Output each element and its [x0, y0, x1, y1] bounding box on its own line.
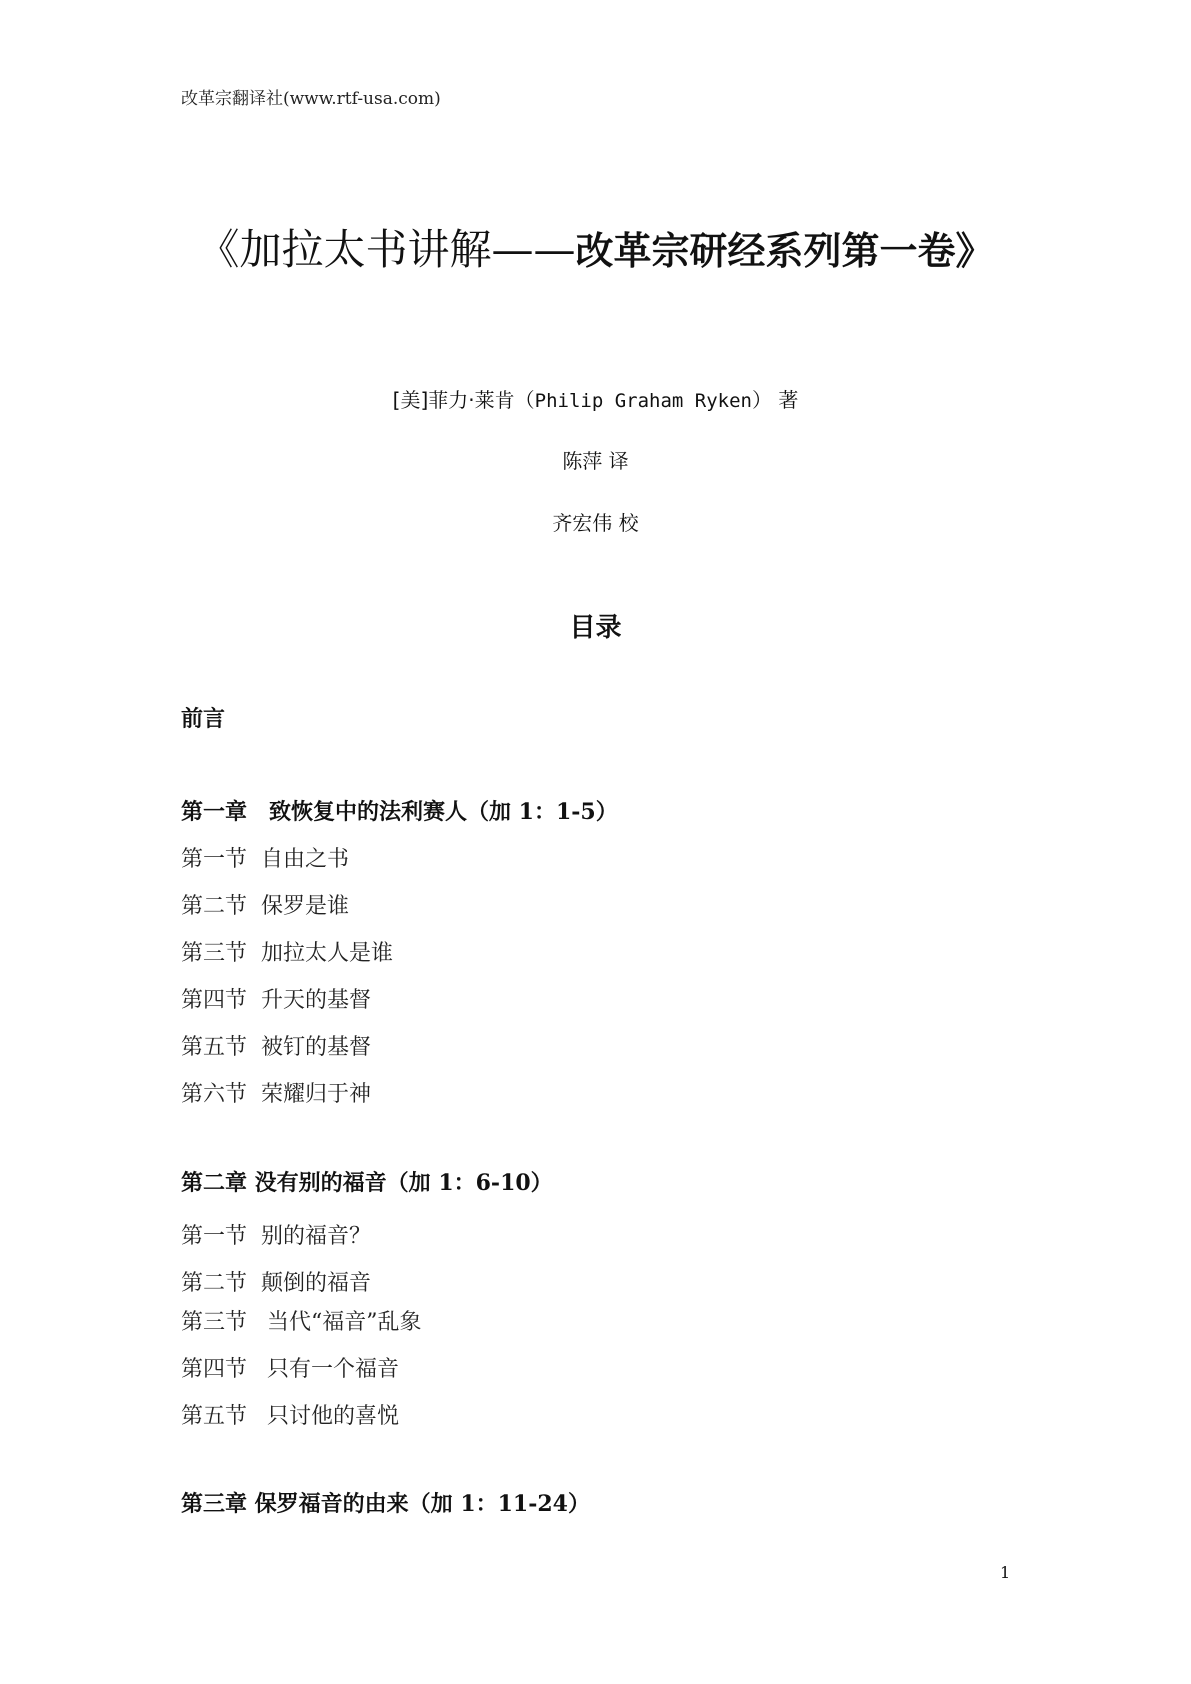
toc-section	[181, 889, 349, 920]
toc-chapter-1: 第一章 致恢复中的法利赛人（加 1：1-5）	[181, 799, 618, 825]
book-title	[0, 222, 1191, 279]
section-number: 第一节	[181, 1224, 248, 1249]
section-number: 第二节	[181, 1271, 248, 1296]
section-title: 保罗是谁	[261, 894, 350, 919]
toc-section	[181, 983, 371, 1014]
section-number: 第三节	[181, 1310, 248, 1335]
section-title: 荣耀归于神	[261, 1082, 372, 1107]
section-number: 第一节	[181, 847, 248, 872]
section-title: 只讨他的喜悦	[267, 1404, 400, 1429]
section-title: 升天的基督	[261, 988, 372, 1013]
section-number: 第四节	[181, 988, 248, 1013]
toc-section	[181, 1219, 371, 1250]
section-title: 颠倒的福音	[261, 1271, 372, 1296]
section-number: 第二节	[181, 894, 248, 919]
section-title: 别的福音？	[261, 1224, 372, 1249]
toc-section	[181, 1030, 371, 1061]
toc-section	[181, 936, 393, 967]
section-number: 第三节	[181, 941, 248, 966]
section-title: 被钉的基督	[261, 1035, 372, 1060]
section-title: 加拉太人是谁	[261, 941, 394, 966]
book-title-series: 改革宗研经系列第一卷》	[575, 229, 994, 273]
toc-section	[181, 1077, 371, 1108]
toc-chapter-2: 第二章 没有别的福音（加 1：6-10）	[181, 1170, 553, 1196]
author-prefix: [美]菲力·莱肯（	[392, 388, 535, 412]
toc-preface: 前言	[181, 707, 226, 732]
toc-section	[181, 842, 349, 873]
toc-section	[181, 1399, 399, 1430]
page-number: 1	[1000, 1563, 1011, 1582]
page-header: 改革宗翻译社(www.rtf-usa.com)	[181, 89, 441, 109]
section-number: 第六节	[181, 1082, 248, 1107]
section-number: 第四节	[181, 1357, 248, 1382]
toc-section	[181, 1352, 399, 1383]
section-title: 当代“福音”乱象	[267, 1310, 422, 1335]
translator-line: 陈萍 译	[562, 449, 629, 473]
toc-section	[181, 1266, 371, 1297]
section-number: 第五节	[181, 1404, 248, 1429]
toc-heading: 目录	[569, 613, 622, 643]
section-title: 只有一个福音	[267, 1357, 400, 1382]
author-line	[0, 384, 1191, 413]
section-title: 自由之书	[261, 847, 350, 872]
toc-section	[181, 1305, 422, 1336]
author-suffix: ） 著	[751, 388, 799, 412]
toc-chapter-3: 第三章 保罗福音的由来（加 1：11-24）	[181, 1491, 590, 1517]
proofreader-line: 齐宏伟 校	[552, 511, 639, 535]
book-title-main: 《加拉太书讲解——	[197, 225, 576, 274]
section-number: 第五节	[181, 1035, 248, 1060]
author-latin-name: Philip Graham Ryken	[534, 390, 752, 412]
